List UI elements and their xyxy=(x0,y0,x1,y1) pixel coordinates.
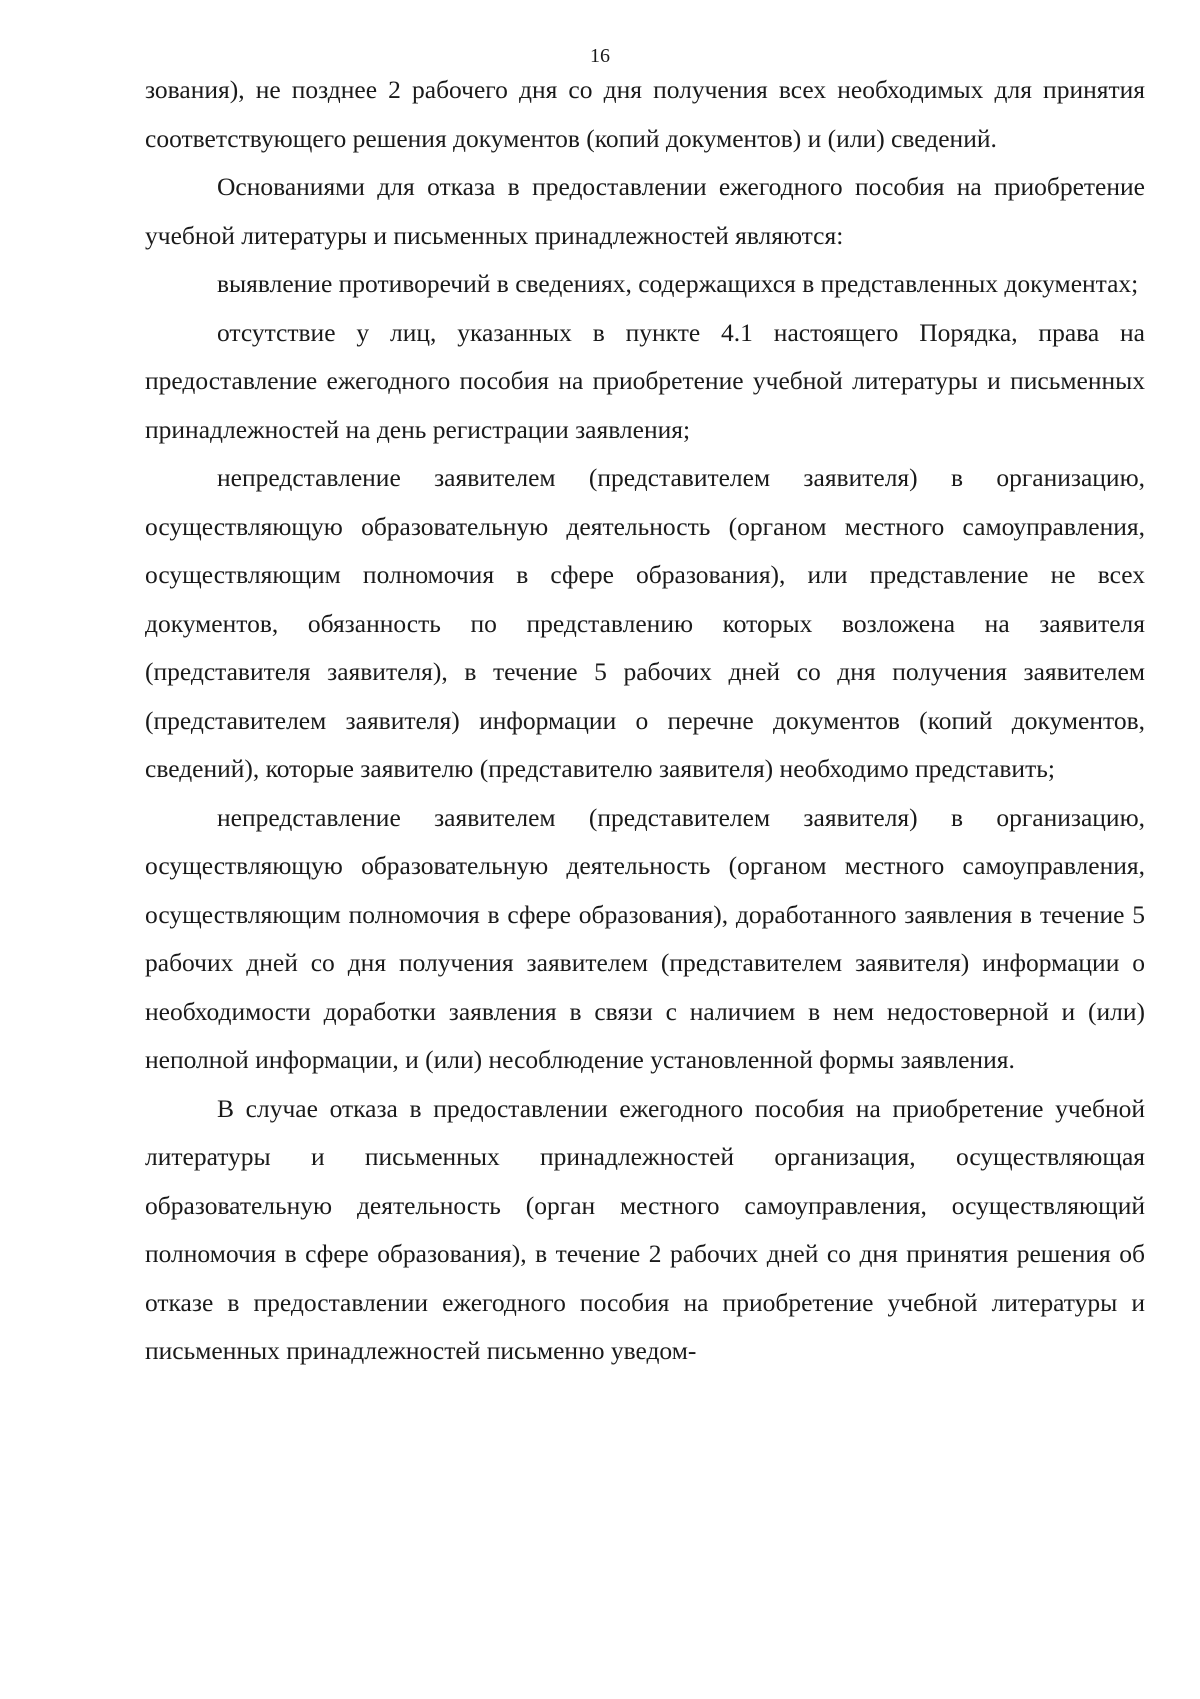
paragraph-refusal-grounds: Основаниями для отказа в предоставлении ежегодного пособия на приобретение учебной литературы и письменных принадлежностей являются: xyxy=(145,172,1145,250)
paragraph-missing-revised-application: непредставление заявителем (представителем заявителя) в организацию, осуществляющую образовательную деятельность (органом местного самоуправления, осуществляющим полномочия в сфере образования), доработанного заявления в течение 5 рабочих дней со дня получения заявителем (представителем заявителя) информации о необходимости доработки заявления в связи с наличием в нем недостоверной и (или) неполной информации, и (или) несоблюдение установленной формы заявления. xyxy=(145,802,1145,1074)
paragraph-contradictions: выявление противоречий в сведениях, содержащихся в представленных документах; xyxy=(217,269,1139,298)
paragraph-continuation: зования), не позднее 2 рабочего дня со дня получения всех необходимых для принятия соответствующего решения документов (копий документов) и (или) сведений. xyxy=(145,75,1145,153)
page-number: 16 xyxy=(590,45,610,67)
document-body xyxy=(145,66,1145,1376)
paragraph-missing-documents: непредставление заявителем (представителем заявителя) в организацию, осуществляющую образовательную деятельность (органом местного самоуправления, осуществляющим полномочия в сфере образования), или представление не всех документов, обязанность по представлению которых возложена на заявителя (представителя заявителя), в течение 5 рабочих дней со дня получения заявителем (представителем заявителя) информации о перечне документов (копий документов, сведений), которые заявителю (представителю заявителя) необходимо представить; xyxy=(145,463,1145,783)
paragraph-no-right: отсутствие у лиц, указанных в пункте 4.1 настоящего Порядка, права на предоставление ежегодного пособия на приобретение учебной литературы и письменных принадлежностей на день регистрации заявления; xyxy=(145,317,1145,444)
paragraph-refusal-notification: В случае отказа в предоставлении ежегодного пособия на приобретение учебной литературы и письменных принадлежностей организация, осуществляющая образовательную деятельность (орган местного самоуправления, осуществляющий полномочия в сфере образования), в течение 2 рабочих дней со дня принятия решения об отказе в предоставлении ежегодного пособия на приобретение учебной литературы и письменных принадлежностей письменно уведом- xyxy=(145,1093,1145,1365)
